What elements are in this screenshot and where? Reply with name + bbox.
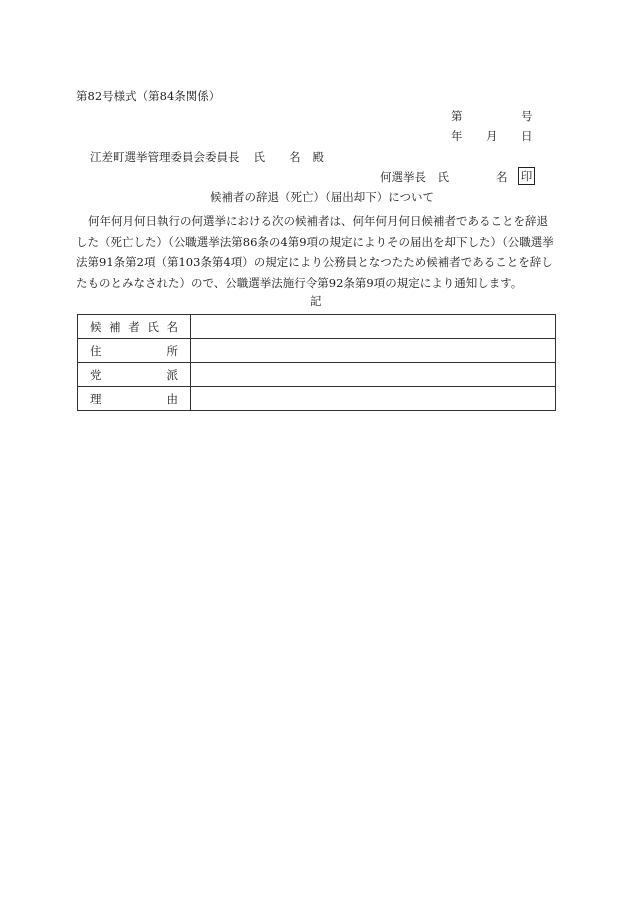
body-paragraph: 何年何月何日執行の何選挙における次の候補者は、何年何月何日候補者であることを辞退した（死亡した）（公職選挙法第86条の4第9項の規定によりその届出を却下した）（公職選挙法第91条第2項（第103条第4項）の規定により公務員となつたため候補者であることを辞したものとみなされた）ので、公職選挙法施行令第92条第9項の規定により通知します。 bbox=[76, 214, 554, 290]
table-row bbox=[78, 363, 556, 387]
row-label-reason: 理 由 bbox=[78, 387, 191, 411]
table-row bbox=[78, 387, 556, 411]
sender-title: 何選挙長 氏 bbox=[380, 170, 449, 184]
ki-heading: 記 bbox=[310, 294, 322, 308]
date-day: 日 bbox=[521, 129, 533, 143]
date-year: 年 bbox=[451, 129, 463, 143]
number-suffix: 号 bbox=[521, 109, 533, 123]
sender bbox=[380, 170, 508, 184]
seal-mark: 印 bbox=[518, 167, 535, 185]
address-value bbox=[191, 339, 556, 363]
record-table bbox=[77, 314, 556, 411]
addressee bbox=[90, 150, 338, 164]
subject-line: 候補者の辞退（死亡）（届出却下）について bbox=[210, 190, 435, 204]
number-prefix: 第 bbox=[451, 109, 463, 123]
addressee-shi: 氏 bbox=[253, 150, 265, 164]
addressee-dono: 殿 bbox=[312, 150, 324, 164]
reason-value bbox=[191, 387, 556, 411]
addressee-org: 江差町選挙管理委員会委員長 bbox=[90, 150, 240, 164]
table-row bbox=[78, 315, 556, 339]
addressee-mei: 名 bbox=[289, 150, 301, 164]
row-label-candidate-name: 候 補 者 氏 名 bbox=[78, 315, 191, 339]
sender-mei: 名 bbox=[496, 170, 508, 184]
form-title: 第82号様式（第84条関係） bbox=[76, 89, 221, 103]
date-month: 月 bbox=[486, 129, 498, 143]
row-label-party: 党 派 bbox=[78, 363, 191, 387]
table-row bbox=[78, 339, 556, 363]
candidate-name-value bbox=[191, 315, 556, 339]
row-label-address: 住 所 bbox=[78, 339, 191, 363]
party-value bbox=[191, 363, 556, 387]
